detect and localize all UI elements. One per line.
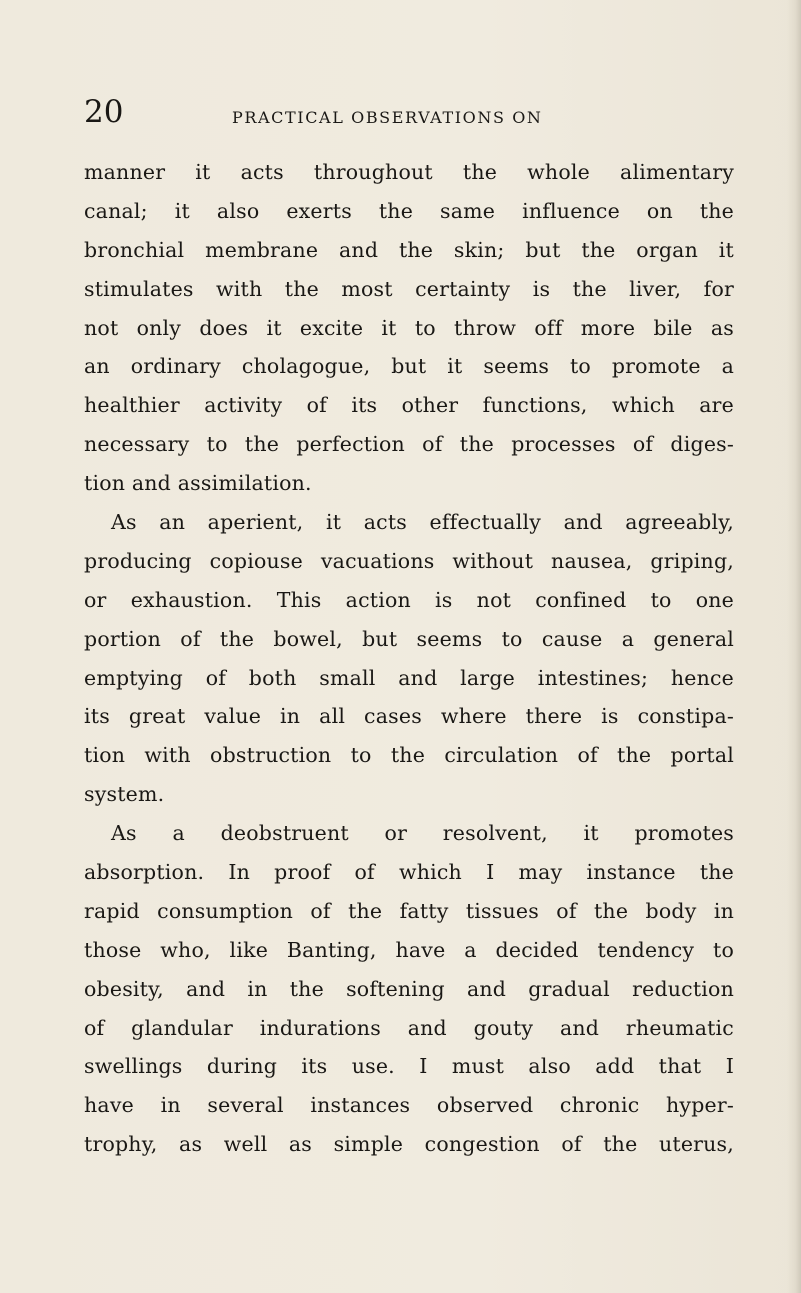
text-line: system. bbox=[84, 782, 165, 807]
text-line: tion with obstruction to the circulation of the portal bbox=[84, 743, 734, 768]
text-line: As a deobstruent or resolvent, it promotes bbox=[111, 821, 734, 846]
text-line: rapid consumption of the fatty tissues of the body in bbox=[84, 898, 734, 923]
text-line: absorption. In proof of which I may instance the bbox=[84, 860, 734, 885]
text-line: manner it acts throughout the whole alimentary bbox=[84, 160, 734, 184]
text-line: As an aperient, it acts effectually and agreeably, bbox=[111, 510, 734, 535]
running-title: PRACTICAL OBSERVATIONS ON bbox=[232, 108, 543, 127]
text-line: tion and assimilation. bbox=[84, 471, 312, 496]
text-line: have in several instances observed chronic hyper- bbox=[84, 1093, 734, 1118]
text-line: swellings during its use. I must also add that I bbox=[84, 1054, 734, 1079]
page-edge-shadow bbox=[787, 0, 801, 1293]
body-text bbox=[84, 153, 734, 1164]
text-line: emptying of both small and large intestines; hence bbox=[84, 665, 734, 690]
text-line: of glandular indurations and gouty and rheumatic bbox=[84, 1015, 734, 1040]
text-line: stimulates with the most certainty is the liver, for bbox=[84, 276, 734, 301]
page-header bbox=[84, 96, 724, 136]
text-line: healthier activity of its other functions, which are bbox=[84, 393, 734, 418]
text-line: canal; it also exerts the same influence on the bbox=[84, 198, 734, 223]
text-line: or exhaustion. This action is not confined to one bbox=[84, 587, 734, 612]
page-number: 20 bbox=[84, 94, 124, 130]
text-line: not only does it excite it to throw off more bile as bbox=[84, 315, 734, 340]
text-line: obesity, and in the softening and gradual reduction bbox=[84, 976, 734, 1001]
text-line: its great value in all cases where there is constipa- bbox=[84, 704, 734, 729]
text-line: necessary to the perfection of the processes of diges- bbox=[84, 432, 734, 457]
text-line: bronchial membrane and the skin; but the organ it bbox=[84, 237, 734, 262]
text-line: an ordinary cholagogue, but it seems to promote a bbox=[84, 354, 734, 379]
text-line: trophy, as well as simple congestion of the uterus, bbox=[84, 1132, 734, 1157]
text-line: portion of the bowel, but seems to cause a general bbox=[84, 626, 734, 651]
text-line: producing copiouse vacuations without nausea, griping, bbox=[84, 548, 734, 573]
text-line: those who, like Banting, have a decided tendency to bbox=[84, 937, 734, 962]
